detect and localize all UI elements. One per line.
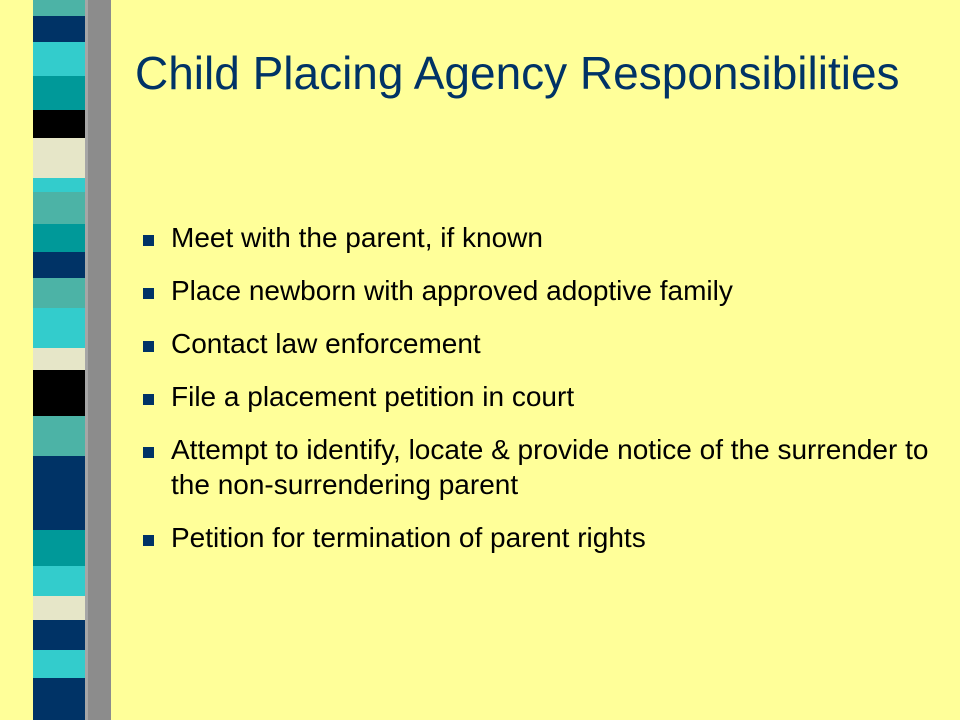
stripe-block [33, 370, 85, 416]
stripe-block [33, 0, 85, 16]
stripe-block [33, 620, 85, 650]
stripe-block [33, 76, 85, 110]
stripe-block [33, 678, 85, 720]
bullet-item [143, 379, 933, 414]
square-bullet-icon [143, 341, 154, 352]
stripe-block [33, 16, 85, 42]
bullet-text: Petition for termination of parent rights [171, 522, 646, 553]
bullet-text: Meet with the parent, if known [171, 222, 543, 253]
bullet-item [143, 273, 933, 308]
stripe-block [33, 252, 85, 278]
stripe-block [33, 110, 85, 138]
square-bullet-icon [143, 394, 154, 405]
bullet-text: File a placement petition in court [171, 381, 575, 412]
decorative-stripe-bar [33, 0, 85, 720]
stripe-block [33, 42, 85, 76]
stripe-block [33, 138, 85, 178]
stripe-block [33, 456, 85, 480]
stripe-block [33, 308, 85, 348]
stripe-block [33, 224, 85, 252]
decorative-gray-bar [85, 0, 111, 720]
stripe-block [33, 178, 85, 192]
bullet-text: Attempt to identify, locate & provide notice of the surrender to the non-surrendering parent [171, 434, 929, 500]
stripe-block [33, 650, 85, 678]
decorative-gray-bar-highlight [85, 0, 88, 720]
stripe-block [33, 480, 85, 530]
bullet-item [143, 220, 933, 255]
stripe-block [33, 416, 85, 456]
stripe-block [33, 278, 85, 308]
stripe-block [33, 530, 85, 566]
slide-title: Child Placing Agency Responsibilities [135, 47, 900, 99]
stripe-block [33, 348, 85, 370]
stripe-block [33, 566, 85, 596]
stripe-block [33, 596, 85, 620]
bullet-item [143, 326, 933, 361]
square-bullet-icon [143, 235, 154, 246]
square-bullet-icon [143, 535, 154, 546]
stripe-block [33, 192, 85, 224]
square-bullet-icon [143, 447, 154, 458]
bullet-item [143, 432, 933, 502]
bullet-list [143, 220, 933, 573]
bullet-text: Place newborn with approved adoptive family [171, 275, 733, 306]
square-bullet-icon [143, 288, 154, 299]
bullet-item [143, 520, 933, 555]
bullet-text: Contact law enforcement [171, 328, 481, 359]
